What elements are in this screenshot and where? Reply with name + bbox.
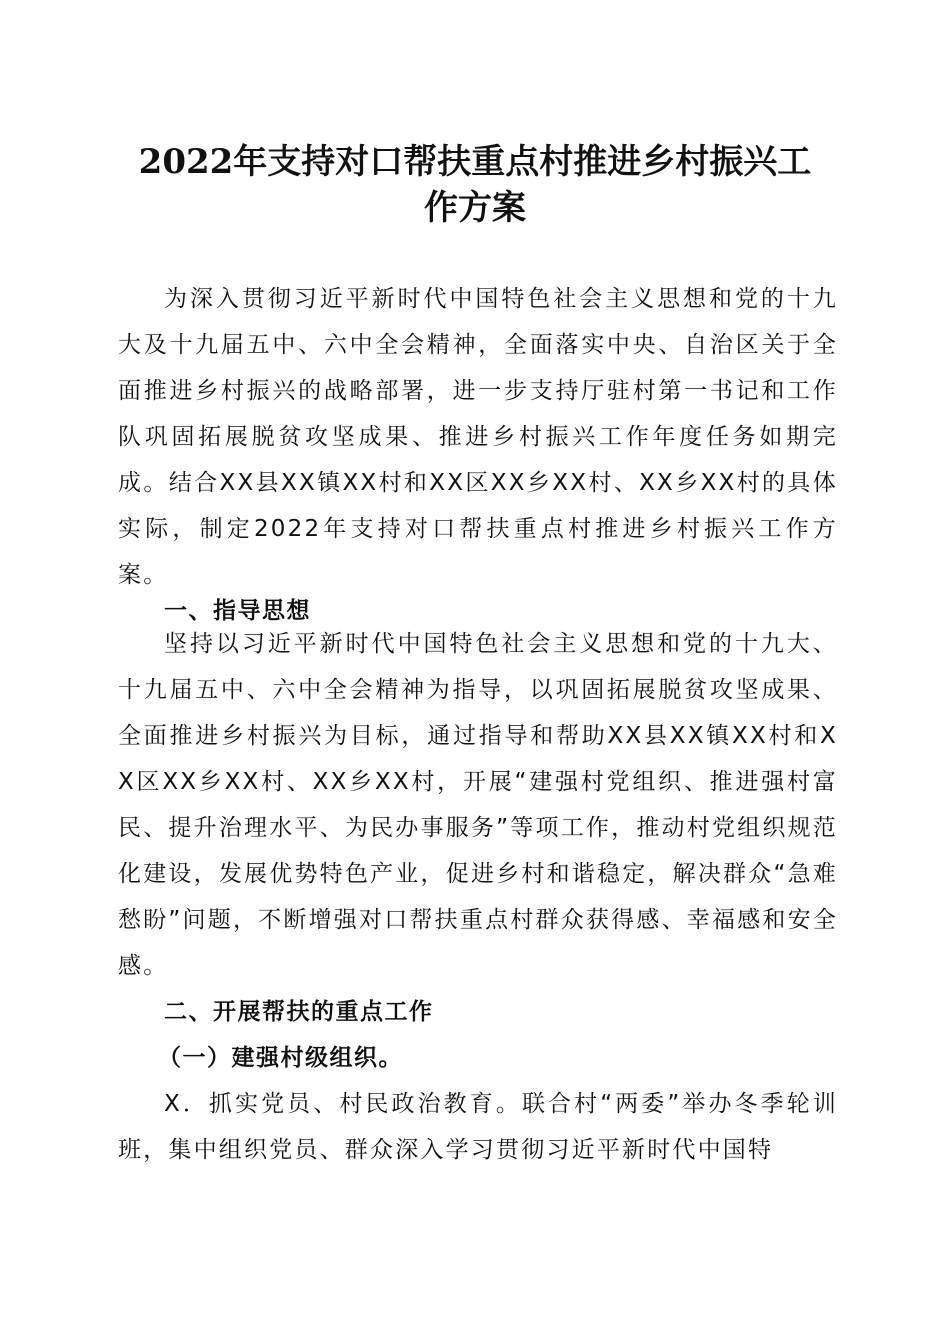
section-heading-guiding-ideology: 一、指导思想 xyxy=(164,598,311,624)
guiding-ideology-paragraph: 坚持以习近平新时代中国特色社会主义思想和党的十九大、十九届五中、六中全会精神为指导，以巩固拓展脱贫攻坚成果、全面推进乡村振兴为目标，通过指导和帮助XX县XX镇XX村和XX区XX乡XX村、XX乡XX村，开展“建强村党组织、推进强村富民、提升治理水平、为民办事服务”等项工作，推动村党组织规范化建设，发展优势特色产业，促进乡村和谐稳定，解决群众“急难愁盼”问题，不断增强对口帮扶重点村群众获得感、幸福感和安全感。 xyxy=(118,631,838,979)
subsection-heading-village-organization: （一）建强村级组织。 xyxy=(158,1045,403,1071)
intro-paragraph: 为深入贯彻习近平新时代中国特色社会主义思想和党的十九大及十九届五中、六中全会精神，全面落实中央、自治区关于全面推进乡村振兴的战略部署，进一步支持厅驻村第一书记和工作队巩固拓展脱贫攻坚成果、推进乡村振兴工作年度任务如期完成。结合XX县XX镇XX村和XX区XX乡XX村、XX乡XX村的具体实际，制定2022年支持对口帮扶重点村推进乡村振兴工作方案。 xyxy=(118,286,838,588)
section-heading-key-work: 二、开展帮扶的重点工作 xyxy=(164,999,434,1025)
work-item-paragraph: X．抓实党员、村民政治教育。联合村“两委”举办冬季轮训班，集中组织党员、群众深入学习贯彻习近平新时代中国特 xyxy=(118,1091,838,1163)
document-title-line-1: 2022年支持对口帮扶重点村推进乡村振兴工 xyxy=(138,142,812,182)
document-title-line-2: 作方案 xyxy=(424,188,526,228)
